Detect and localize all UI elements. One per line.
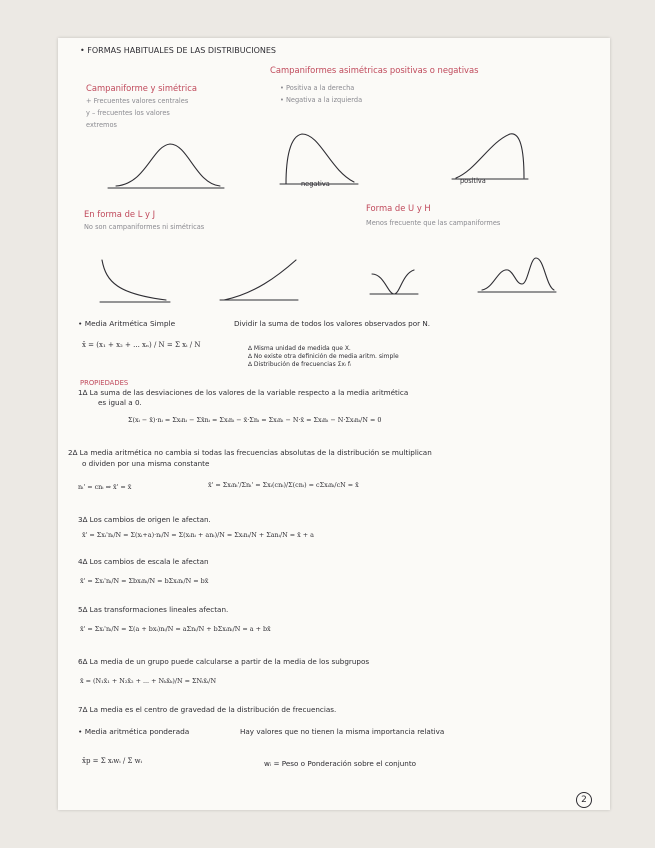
property-6-text: 6∆ La media de un grupo puede calcularse a partir de la media de los subgrupos [78, 657, 370, 666]
weighted-formula: x̄p = Σ xᵢwᵢ / Σ wᵢ [82, 757, 143, 765]
negative-label: negativa [301, 180, 330, 188]
positive-skew-curve [456, 134, 524, 178]
property-7-text: 7∆ La media es el centro de gravedad de la distribución de frecuencias. [78, 705, 337, 714]
uh-desc: Menos frecuente que las campaniformes [366, 219, 501, 227]
property-2-line-1: 2∆ La media aritmética no cambia si todas las frecuencias absolutas de la distribución se multiplican [68, 448, 432, 457]
mean-formula: x̄ = (x₁ + x₂ + ... xₙ) / N = Σ xᵢ / N [82, 341, 201, 349]
j-shape-curve [224, 260, 296, 300]
property-1-line-1: 1∆ La suma de las desviaciones de los valores de la variable respecto a la media aritmética [78, 388, 409, 397]
page-title: • FORMAS HABITUALES DE LAS DISTRIBUCIONES [80, 46, 276, 55]
properties-title: PROPIEDADES [80, 379, 129, 387]
property-3-text: 3∆ Los cambios de origen le afectan. [78, 515, 211, 524]
property-1-line-2: es igual a 0. [98, 398, 142, 407]
property-4-text: 4∆ Los cambios de escala le afectan [78, 557, 209, 566]
uh-title: Forma de U y H [366, 203, 431, 213]
positive-label: positiva [460, 177, 486, 185]
property-3-formula: x̄' = Σxᵢ'nᵢ/N = Σ(xᵢ+a)·nᵢ/N = Σ(xᵢnᵢ + anᵢ)/N = Σxᵢnᵢ/N + Σanᵢ/N = x̄ + a [82, 531, 314, 539]
weighted-text: Hay valores que no tienen la misma importancia relativa [240, 727, 445, 736]
symmetric-desc-2: y – frecuentes los valores [86, 109, 170, 117]
mean-note-3: ∆ Distribución de frecuencias Σxᵢ fᵢ [248, 361, 352, 368]
symmetric-desc-1: + Frecuentes valores centrales [86, 97, 189, 105]
property-2-formula-right: x̄' = Σxᵢnᵢ'/Σnᵢ' = Σxᵢ(cnᵢ)/Σ(cnᵢ) = cΣxᵢnᵢ/cN = x̄ [208, 481, 359, 489]
asymmetric-title: Campaniformes asimétricas positivas o negativas [270, 65, 479, 75]
asymmetric-desc-1: • Positiva a la derecha [280, 84, 355, 92]
property-1-formula: Σ(xᵢ − x̄)·nᵢ = Σxᵢnᵢ − Σx̄nᵢ = Σxᵢnᵢ − x̄·Σnᵢ = Σxᵢnᵢ − N·x̄ = Σxᵢnᵢ − N·Σxᵢnᵢ/N = 0 [128, 416, 382, 424]
mean-definition: Dividir la suma de todos los valores observados por N. [234, 319, 431, 328]
h-shape-curve [482, 258, 554, 290]
symmetric-title: Campaniforme y simétrica [86, 83, 197, 93]
weighted-note: wᵢ = Peso o Ponderación sobre el conjunto [264, 759, 417, 768]
lj-desc: No son campaniformes ni simétricas [84, 223, 205, 231]
distribution-sketches [58, 38, 610, 810]
symmetric-desc-3: extremos [86, 121, 117, 129]
property-5-formula: x̄' = Σxᵢ'nᵢ/N = Σ(a + bxᵢ)nᵢ/N = aΣnᵢ/N + bΣxᵢnᵢ/N = a + bx̄ [80, 625, 271, 633]
lj-title: En forma de L y J [84, 209, 156, 219]
notebook-page [58, 38, 610, 810]
asymmetric-desc-2: • Negativa a la izquierda [280, 96, 363, 104]
l-shape-curve [102, 260, 166, 300]
weighted-heading: • Media aritmética ponderada [78, 727, 190, 736]
symmetric-bell-curve [116, 144, 220, 186]
mean-note-1: ∆ Misma unidad de medida que X. [248, 345, 351, 352]
property-6-formula: x̄ = (N₁x̄₁ + N₂x̄₂ + ... + Nₖx̄ₖ)/N = ΣNᵢx̄ᵢ/N [80, 677, 217, 685]
u-shape-curve [372, 270, 414, 294]
property-2-formula-left: nᵢ' = cnᵢ ⇒ x̄' = x̄ [78, 483, 132, 491]
page-number: 2 [576, 792, 592, 808]
mean-note-2: ∆ No existe otra definición de media aritm. simple [248, 353, 399, 360]
property-5-text: 5∆ Las transformaciones lineales afectan. [78, 605, 229, 614]
mean-heading: • Media Aritmética Simple [78, 319, 176, 328]
property-2-line-2: o dividen por una misma constante [82, 459, 210, 468]
property-4-formula: x̄' = Σxᵢ'nᵢ/N = Σbxᵢnᵢ/N = bΣxᵢnᵢ/N = bx̄ [80, 577, 209, 585]
negative-skew-curve [286, 134, 354, 184]
